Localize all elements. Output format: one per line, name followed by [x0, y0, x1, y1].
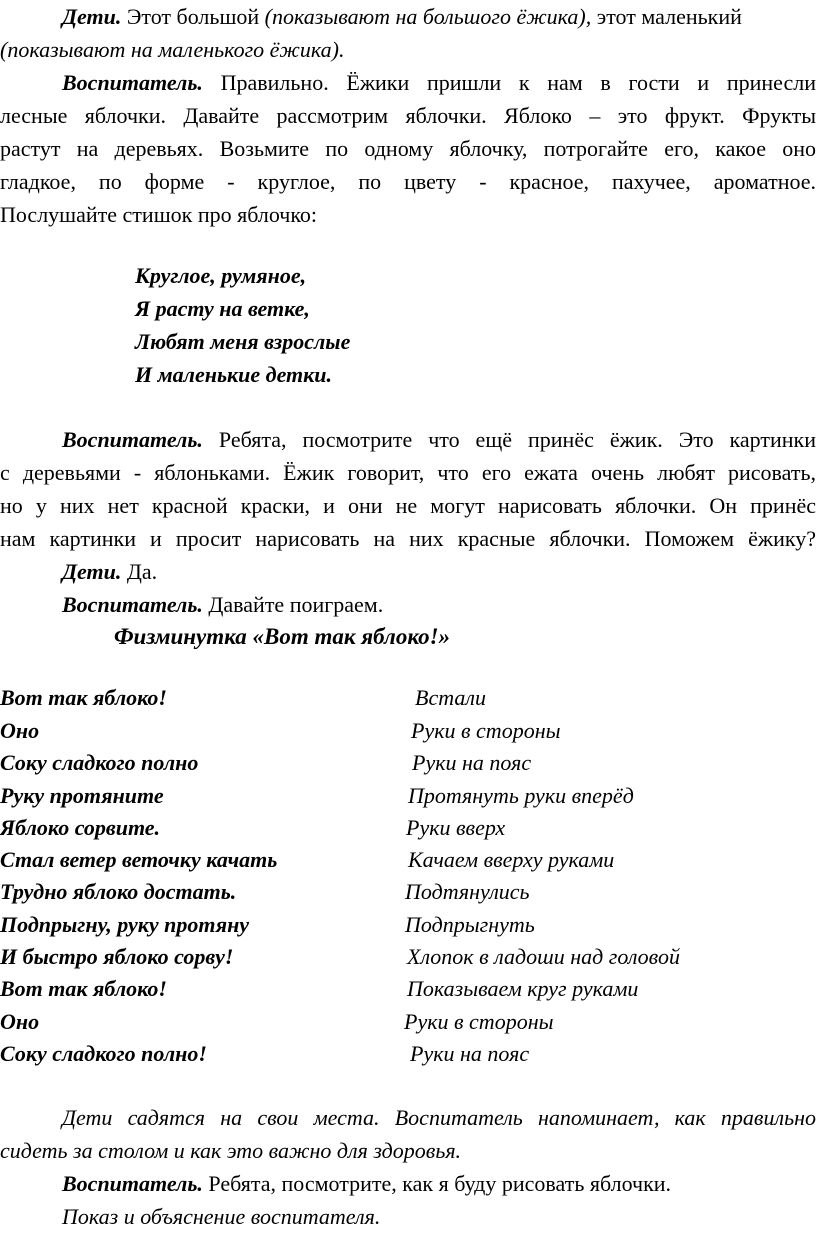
- speaker-label: Воспитатель.: [62, 592, 203, 617]
- section-heading: Физминутка «Вот так яблоко!»: [114, 624, 451, 649]
- speaker-label: Воспитатель.: [62, 427, 203, 452]
- verse-line: Соку сладкого полно!: [0, 1041, 207, 1066]
- action-line: Руки на пояс: [410, 1041, 530, 1066]
- action-line: Руки вверх: [406, 815, 506, 840]
- paragraph-line: [0, 1167, 816, 1200]
- text-span: Правильно. Ёжики пришли к нам в гости и принесли: [202, 70, 816, 95]
- paragraph-line: Дети садятся на свои места. Воспитатель напоминает, как правильно: [62, 1105, 816, 1130]
- speaker-label: Дети.: [62, 559, 122, 584]
- action-line: Руки в стороны: [404, 1009, 554, 1034]
- paragraph-line: но у них нет красной краски, и они не могут нарисовать яблочки. Он принёс: [0, 493, 816, 518]
- paragraph-line: лесные яблочки. Давайте рассмотрим яблочки. Яблоко – это фрукт. Фрукты: [0, 103, 816, 128]
- paragraph-line: растут на деревьях. Возьмите по одному яблочку, потрогайте его, какое оно: [0, 136, 816, 161]
- paragraph-line: [0, 423, 816, 456]
- text-span: Да.: [121, 559, 158, 584]
- text-span: Ребята, посмотрите что ещё принёс ёжик. Это картинки: [202, 427, 816, 452]
- verse-line: Стал ветер веточку качать: [0, 847, 278, 872]
- action-line: Подпрыгнуть: [405, 912, 535, 937]
- speaker-label: Дети.: [62, 4, 122, 29]
- paragraph-line: с деревьями - яблоньками. Ёжик говорит, что его ежата очень любят рисовать,: [0, 460, 816, 485]
- text-span: Давайте поиграем.: [202, 592, 384, 617]
- action-line: Качаем вверху руками: [408, 847, 615, 872]
- paragraph-line: [0, 555, 816, 588]
- speaker-label: Воспитатель.: [62, 1171, 203, 1196]
- action-line: Хлопок в ладоши над головой: [407, 944, 680, 969]
- paragraph-line: [0, 33, 816, 66]
- action-line: Руки на пояс: [412, 750, 532, 775]
- paragraph-line: нам картинки и просит нарисовать на них красные яблочки. Поможем ёжику?: [0, 526, 816, 551]
- stage-direction: (показывают на маленького ёжика).: [0, 37, 345, 62]
- stage-direction: (показывают на большого ёжика),: [264, 4, 592, 29]
- verse-line: Руку протяните: [0, 783, 164, 808]
- paragraph-line: Послушайте стишок про яблочко:: [0, 202, 318, 227]
- poem-line: Круглое, румяное,: [135, 263, 307, 288]
- action-line: Руки в стороны: [411, 718, 561, 743]
- paragraph-line: [0, 0, 816, 33]
- verse-line: Оно: [0, 718, 40, 743]
- paragraph-line: [0, 588, 816, 621]
- speaker-label: Воспитатель.: [62, 70, 203, 95]
- action-line: Встали: [415, 685, 486, 710]
- verse-line: Яблоко сорвите.: [0, 815, 161, 840]
- verse-line: И быстро яблоко сорву!: [0, 944, 234, 969]
- paragraph-line: сидеть за столом и как это важно для здоровья.: [0, 1138, 462, 1163]
- action-line: Подтянулись: [405, 879, 530, 904]
- verse-line: Подпрыгну, руку протяну: [0, 912, 250, 937]
- verse-line: Оно: [0, 1009, 40, 1034]
- verse-line: Соку сладкого полно: [0, 750, 199, 775]
- verse-line: Вот так яблоко!: [0, 976, 167, 1001]
- paragraph-line: Показ и объяснение воспитателя.: [62, 1204, 381, 1229]
- text-span: Ребята, посмотрите, как я буду рисовать яблочки.: [202, 1171, 672, 1196]
- text-span: Этот большой: [121, 4, 265, 29]
- paragraph-line: гладкое, по форме - круглое, по цвету - красное, пахучее, ароматное.: [0, 169, 816, 194]
- poem-line: Любят меня взрослые: [135, 329, 351, 354]
- action-line: Показываем круг руками: [407, 976, 639, 1001]
- verse-line: Трудно яблоко достать.: [0, 879, 237, 904]
- paragraph-line: [0, 66, 816, 99]
- verse-line: Вот так яблоко!: [0, 685, 167, 710]
- text-span: этот маленький: [591, 4, 742, 29]
- poem-line: И маленькие детки.: [135, 362, 333, 387]
- poem-line: Я расту на ветке,: [135, 296, 310, 321]
- action-line: Протянуть руки вперёд: [408, 783, 634, 808]
